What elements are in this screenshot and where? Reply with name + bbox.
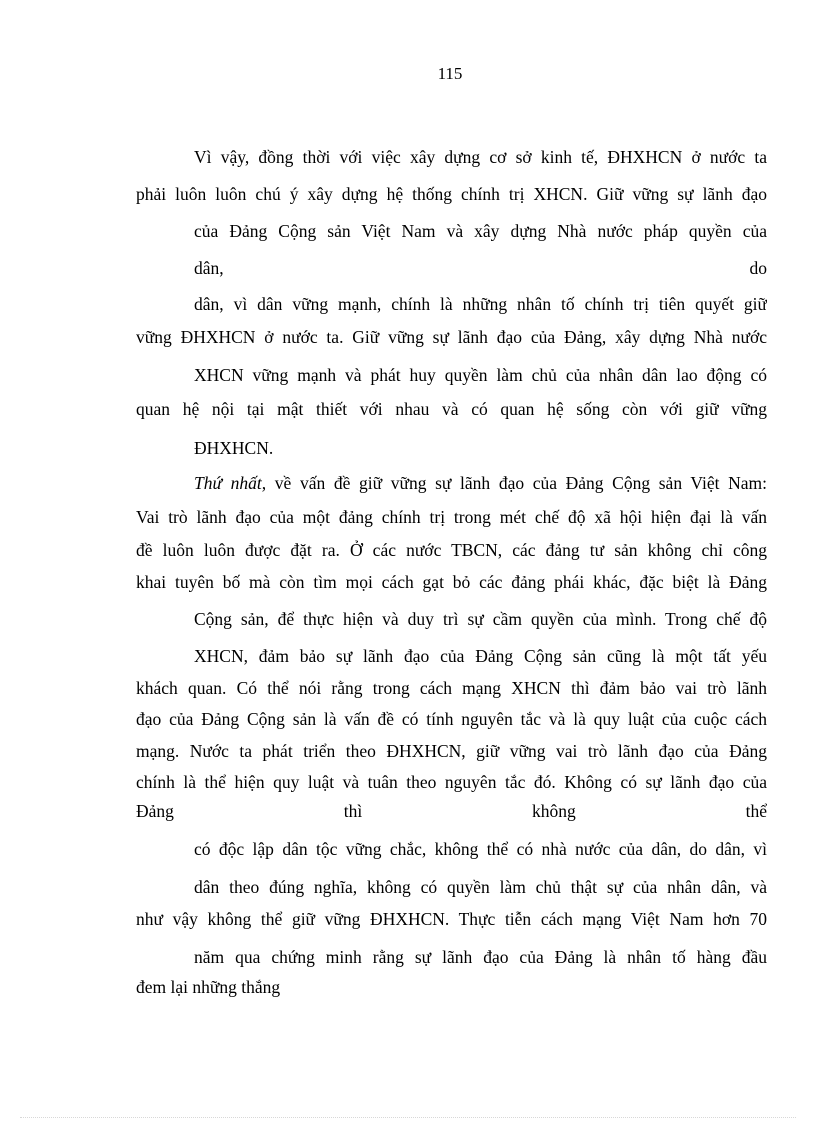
text-line: [194, 257, 767, 279]
text-line: vững ĐHXHCN ở nước ta. Giữ vững sự lãnh đạo của Đảng, xây dựng Nhà nước: [136, 327, 767, 347]
text-line: dân theo đúng nghĩa, không có quyền làm chủ thật sự của nhân dân, và: [194, 877, 767, 897]
text-line: dân, vì dân vững mạnh, chính là những nhân tố chính trị tiên quyết giữ: [194, 294, 767, 314]
page-number: 115: [437, 64, 463, 83]
text-line: đạo của Đảng Cộng sản là vấn đề có tính nguyên tắc và là quy luật của cuộc cách: [136, 709, 767, 729]
text-line: đề luôn luôn được đặt ra. Ở các nước TBCN, các đảng tư sản không chỉ công: [136, 540, 767, 560]
text-line: năm qua chứng minh rằng sự lãnh đạo của Đảng là nhân tố hàng đầu: [194, 947, 767, 967]
text-line: chính là thể hiện quy luật và tuân theo nguyên tắc đó. Không có sự lãnh đạo của: [136, 772, 767, 792]
text-line: ĐHXHCN.: [194, 438, 274, 458]
text-line: XHCN, đảm bảo sự lãnh đạo của Đảng Cộng sản cũng là một tất yếu: [194, 646, 767, 666]
text-line: như vậy không thể giữ vững ĐHXHCN. Thực tiễn cách mạng Việt Nam hơn 70: [136, 909, 767, 929]
text-word: dân,: [194, 258, 224, 278]
text-line: của Đảng Cộng sản Việt Nam và xây dựng Nhà nước pháp quyền của: [194, 221, 767, 241]
text-line: đem lại những thắng: [136, 977, 281, 997]
text-line: mạng. Nước ta phát triển theo ĐHXHCN, giữ vững vai trò lãnh đạo của Đảng: [136, 741, 767, 761]
text-word: thể: [745, 801, 767, 821]
text-line: khách quan. Có thể nói rằng trong cách mạng XHCN thì đảm bảo vai trò lãnh: [136, 678, 767, 698]
text-line: quan hệ nội tại mật thiết với nhau và có quan hệ sống còn với giữ vững: [136, 399, 767, 419]
text-word: thì: [343, 801, 363, 821]
emphasis-text: Thứ nhất,: [194, 473, 267, 493]
text-run: về vấn đề giữ vững sự lãnh đạo của Đảng Cộng sản Việt Nam:: [266, 473, 767, 493]
text-line: Cộng sản, để thực hiện và duy trì sự cầm quyền của mình. Trong chế độ: [194, 609, 767, 629]
text-line: khai tuyên bố mà còn tìm mọi cách gạt bỏ các đảng phái khác, đặc biệt là Đảng: [136, 572, 767, 592]
text-line: XHCN vững mạnh và phát huy quyền làm chủ của nhân dân lao động có: [194, 365, 767, 385]
bottom-divider: [20, 1117, 796, 1118]
text-line: [136, 800, 767, 822]
text-line: Vai trò lãnh đạo của một đảng chính trị trong mét chế độ xã hội hiện đại là vấn: [136, 507, 767, 527]
text-word: do: [749, 258, 767, 278]
text-line: [194, 472, 767, 494]
text-line: Vì vậy, đồng thời với việc xây dựng cơ sở kinh tế, ĐHXHCN ở nước ta: [194, 147, 767, 167]
text-line: phải luôn luôn chú ý xây dựng hệ thống chính trị XHCN. Giữ vững sự lãnh đạo: [136, 184, 767, 204]
text-word: không: [532, 801, 576, 821]
text-line: có độc lập dân tộc vững chắc, không thể có nhà nước của dân, do dân, vì: [194, 839, 767, 859]
text-word: Đảng: [136, 801, 174, 821]
